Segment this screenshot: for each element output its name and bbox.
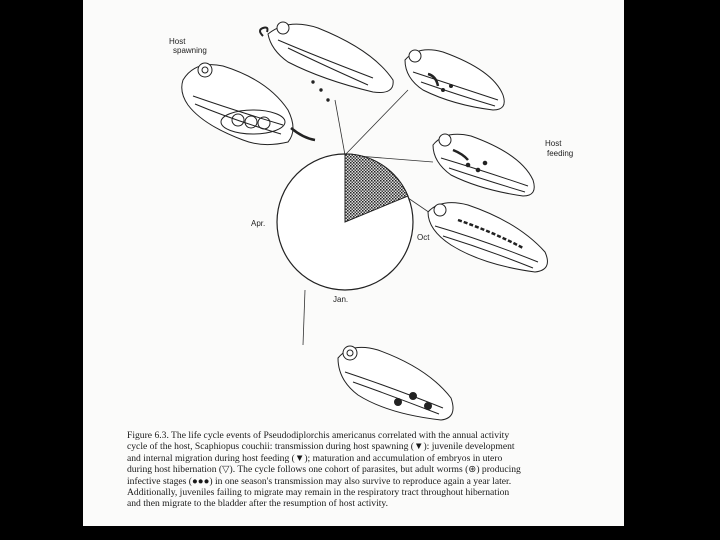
figure-page: [83, 0, 624, 526]
caption-line: and then migrate to the bladder after the resumption of host activity.: [127, 498, 388, 510]
frog-hibernation: [338, 346, 453, 420]
frog-top-right: [405, 50, 504, 110]
caption-line: infective stages (●●●) in one season's transmission may also survive to reproduce again a year later.: [127, 475, 512, 487]
frog-feeding: [433, 134, 534, 196]
label-october: Oct: [417, 233, 430, 242]
label-host-spawning-2: spawning: [173, 46, 207, 55]
life-cycle-diagram: [83, 0, 624, 430]
caption-line: during host hibernation (▽). The cycle follows one cohort of parasites, but adult worms (⊛) producing: [127, 464, 521, 476]
label-host-feeding-1: Host: [545, 139, 562, 148]
caption-line: and internal migration during host feeding (▼); maturation and accumulation of embryos in utero: [127, 452, 503, 464]
frog-spawning-left: [182, 63, 315, 145]
label-january: Jan.: [333, 295, 349, 304]
figure-caption: [127, 430, 613, 510]
label-host-spawning-1: Host: [169, 37, 186, 46]
label-host-feeding-2: feeding: [547, 149, 574, 158]
annual-cycle-pie: [277, 154, 413, 290]
label-april: Apr.: [251, 219, 266, 228]
frog-spawning-top: [260, 22, 393, 101]
caption-line: Figure 6.3. The life cycle events of Pseudodiplorchis americanus correlated with the annual activity: [127, 430, 510, 441]
caption-line: Additionally, juveniles failing to migrate may remain in the respiratory tract throughout hibernation: [127, 487, 510, 499]
frog-right-lower: [428, 203, 547, 272]
caption-line: cycle of the host, Scaphiopus couchii: transmission during host spawning (▼): juvenile development: [127, 441, 515, 453]
